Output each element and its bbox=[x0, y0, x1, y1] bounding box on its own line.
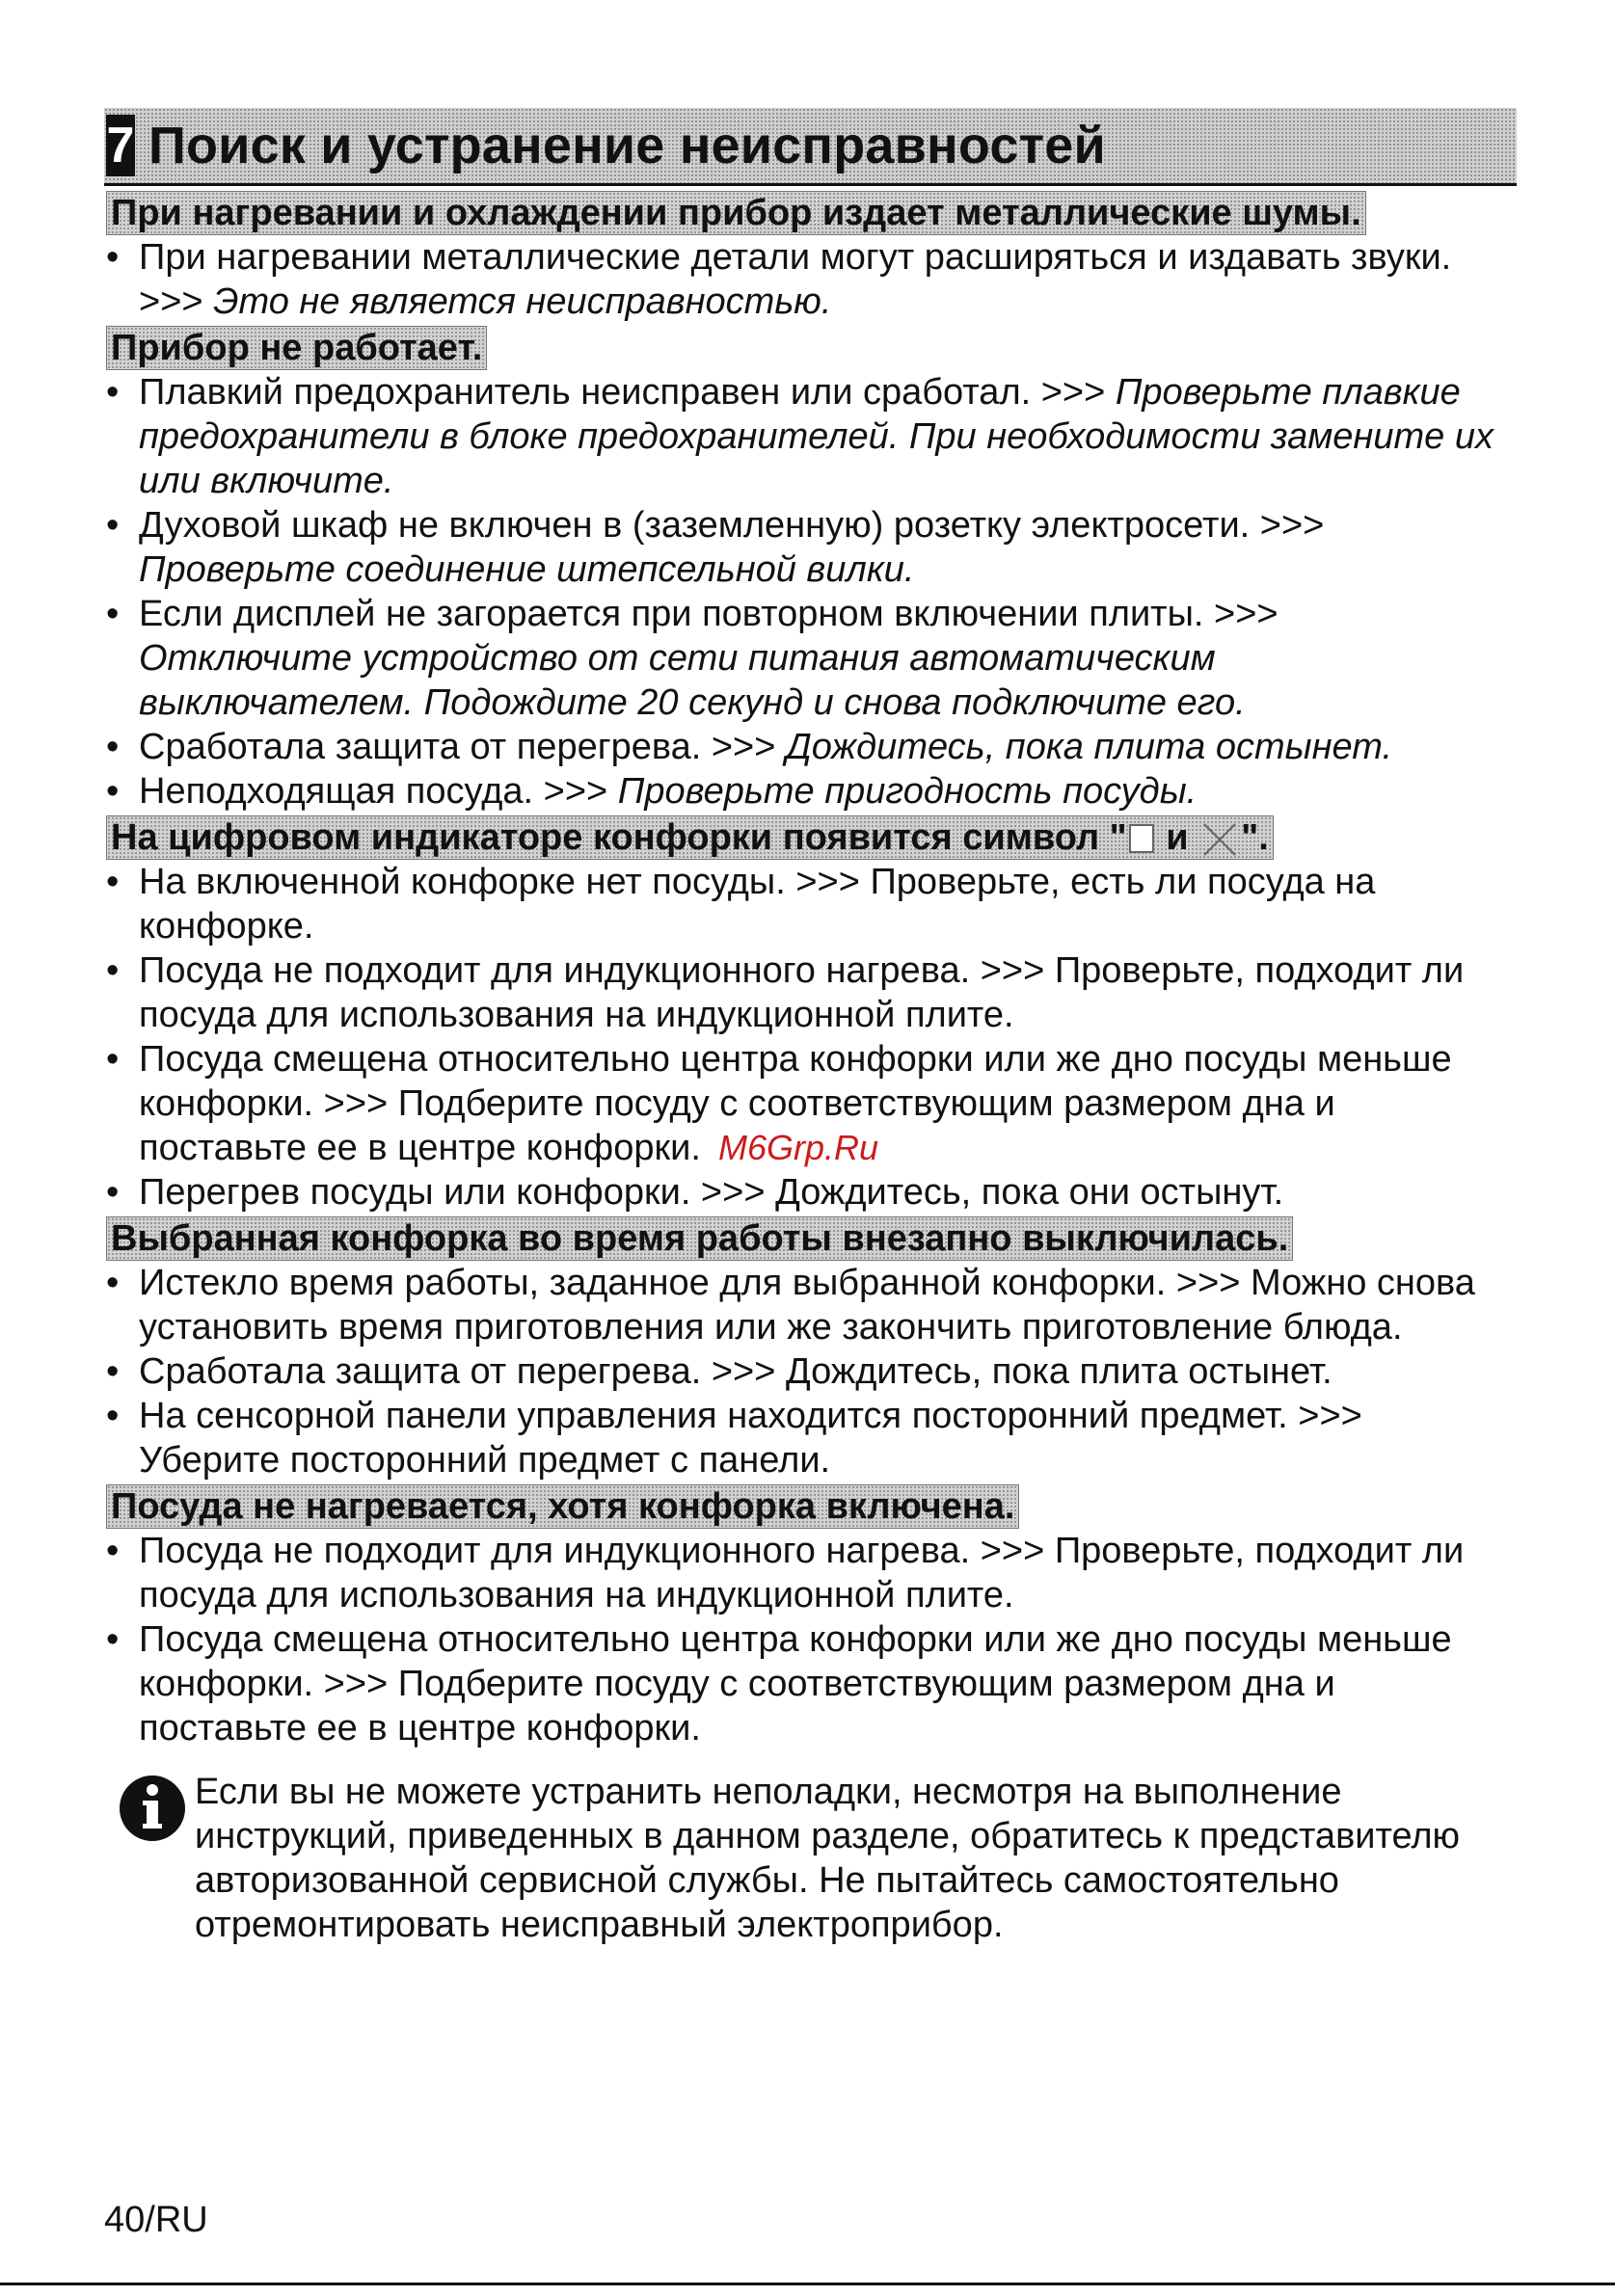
list-item bbox=[106, 860, 1494, 948]
bullet: • bbox=[106, 1619, 120, 1660]
item-action: Проверьте пригодность посуды. bbox=[617, 771, 1198, 812]
section-title-middle: и bbox=[1155, 817, 1199, 858]
list-item bbox=[106, 1394, 1494, 1482]
item-text: Неподходящая посуда. >>> bbox=[139, 771, 618, 812]
section-not-heating bbox=[106, 1482, 1494, 1750]
note-text: Если вы не можете устранить неполадки, несмотря на выполнение инструкций, приведенных в данном разделе, обратитесь к представителю авторизованной сервисной службы. Не пытайтесь самостоятельно отремонтировать неисправный электроприбор. bbox=[195, 1772, 1461, 1945]
section-hob-switched-off bbox=[106, 1215, 1494, 1482]
item-text: При нагревании металлические детали могут расширяться и издавать звуки. >>> bbox=[139, 237, 1452, 322]
section-metal-noise bbox=[106, 189, 1494, 324]
list-item bbox=[106, 370, 1494, 503]
bullet: • bbox=[106, 505, 120, 546]
item-text: Посуда не подходит для индукционного нагрева. >>> Проверьте, подходит ли посуда для использования на индукционной плите. bbox=[139, 950, 1465, 1035]
bullet: • bbox=[106, 1039, 120, 1080]
item-text: Сработала защита от перегрева. >>> bbox=[139, 727, 786, 767]
section-title: Посуда не нагревается, хотя конфорка включена. bbox=[106, 1484, 1019, 1529]
section-title-end: ". bbox=[1241, 817, 1269, 858]
bullet: • bbox=[106, 727, 120, 767]
item-action: Это не является неисправностью. bbox=[213, 281, 832, 322]
item-text: Посуда не подходит для индукционного нагрева. >>> Проверьте, подходит ли посуда для использования на индукционной плите. bbox=[139, 1531, 1465, 1615]
section-title: При нагревании и охлаждении прибор издает металлические шумы. bbox=[106, 191, 1366, 235]
list-item bbox=[106, 1529, 1494, 1617]
cross-symbol-icon bbox=[1200, 820, 1239, 859]
bullet: • bbox=[106, 237, 120, 278]
chapter-title: Поиск и устранение неисправностей bbox=[148, 117, 1106, 174]
list-item bbox=[106, 503, 1494, 592]
list-item bbox=[106, 1349, 1494, 1394]
item-action: Проверьте соединение штепсельной вилки. bbox=[139, 549, 915, 590]
item-action: Проверьте плавкие предохранители в блоке предохранителей. При необходимости замените их или включите. bbox=[139, 372, 1494, 501]
item-text: Духовой шкаф не включен в (заземленную) розетку электросети. >>> bbox=[139, 505, 1325, 546]
item-action: Дождитесь, пока плита остынет. bbox=[785, 727, 1393, 767]
item-text: На сенсорной панели управления находится посторонний предмет. >>> Уберите посторонний предмет с панели. bbox=[139, 1396, 1362, 1481]
list-item bbox=[106, 592, 1494, 725]
section-title bbox=[106, 815, 1274, 860]
list-item bbox=[106, 1170, 1494, 1215]
bullet: • bbox=[106, 594, 120, 634]
section-title: Прибор не работает. bbox=[106, 326, 487, 370]
item-text: Если дисплей не загорается при повторном включении плиты. >>> bbox=[139, 594, 1279, 634]
item-text: Сработала защита от перегрева. >>> Дождитесь, пока плита остынет. bbox=[139, 1351, 1332, 1392]
bullet: • bbox=[106, 771, 120, 812]
chapter-header bbox=[104, 108, 1517, 186]
bullet: • bbox=[106, 1351, 120, 1392]
info-icon bbox=[118, 1774, 187, 1843]
page-divider bbox=[0, 2283, 1615, 2285]
watermark: M6Grp.Ru bbox=[718, 1128, 879, 1167]
chapter-number: 7 bbox=[106, 115, 135, 176]
item-text: Посуда смещена относительно центра конфорки или же дно посуды меньше конфорки. >>> Подберите посуду с соответствующим размером дна и поставьте ее в центре конфорки. bbox=[139, 1039, 1452, 1168]
service-note bbox=[106, 1770, 1494, 1947]
section-not-working bbox=[106, 324, 1494, 814]
item-text: Перегрев посуды или конфорки. >>> Дождитесь, пока они остынут. bbox=[139, 1172, 1284, 1213]
item-text: Плавкий предохранитель неисправен или сработал. >>> bbox=[139, 372, 1116, 413]
list-item bbox=[106, 1617, 1494, 1750]
bullet: • bbox=[106, 1263, 120, 1303]
no-pot-symbol-icon bbox=[1129, 824, 1154, 853]
list-item bbox=[106, 1261, 1494, 1349]
page-number: 40/RU bbox=[104, 2200, 208, 2240]
troubleshooting-content bbox=[106, 189, 1494, 1947]
section-title: Выбранная конфорка во время работы внезапно выключилась. bbox=[106, 1216, 1293, 1261]
bullet: • bbox=[106, 1396, 120, 1436]
item-action: Отключите устройство от сети питания автоматическим выключателем. Подождите 20 секунд и снова подключите его. bbox=[139, 638, 1246, 723]
list-item bbox=[106, 725, 1494, 769]
item-text: Посуда смещена относительно центра конфорки или же дно посуды меньше конфорки. >>> Подберите посуду с соответствующим размером дна и поставьте ее в центре конфорки. bbox=[139, 1619, 1452, 1749]
section-title-start: На цифровом индикаторе конфорки появится символ " bbox=[111, 817, 1127, 858]
bullet: • bbox=[106, 372, 120, 413]
item-text: На включенной конфорке нет посуды. >>> Проверьте, есть ли посуда на конфорке. bbox=[139, 862, 1376, 947]
item-text: Истекло время работы, заданное для выбранной конфорки. >>> Можно снова установить время приготовления или же закончить приготовление блюда. bbox=[139, 1263, 1475, 1348]
list-item bbox=[106, 769, 1494, 814]
bullet: • bbox=[106, 1531, 120, 1571]
bullet: • bbox=[106, 950, 120, 991]
bullet: • bbox=[106, 1172, 120, 1213]
list-item bbox=[106, 948, 1494, 1037]
list-item bbox=[106, 235, 1494, 324]
bullet: • bbox=[106, 862, 120, 902]
